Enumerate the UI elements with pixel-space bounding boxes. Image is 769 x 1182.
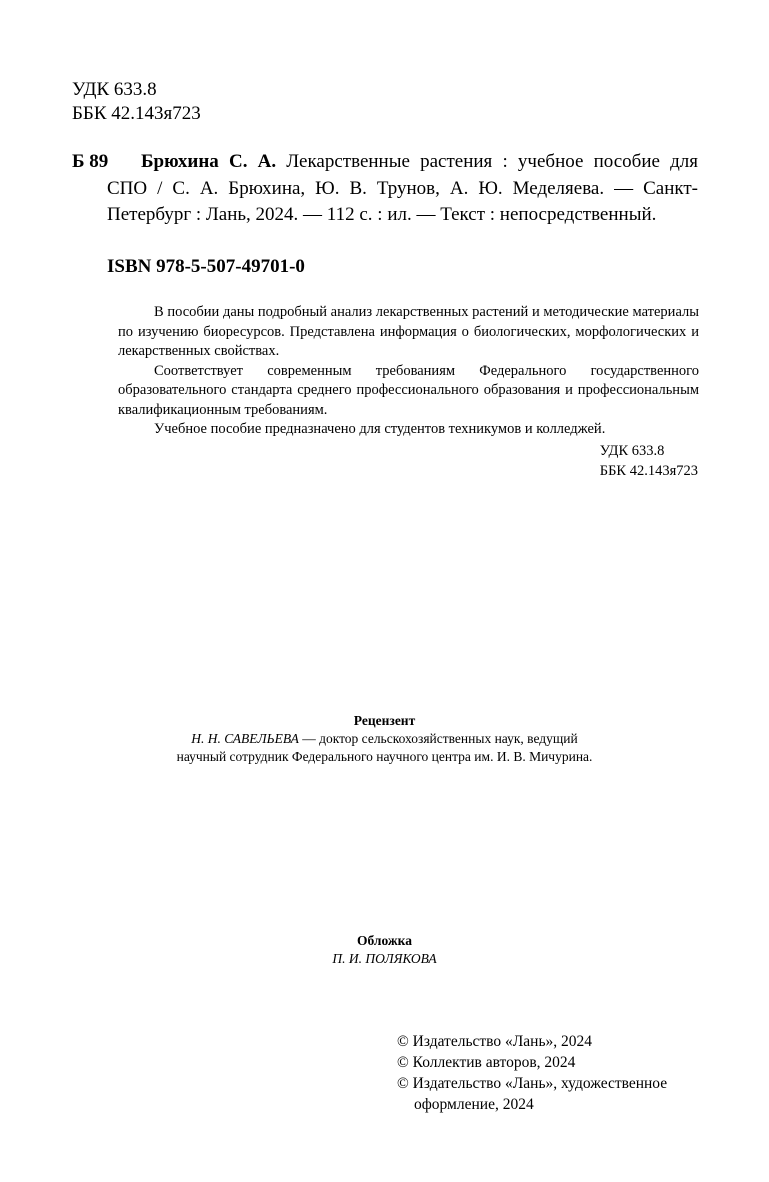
copyright-line: © Издательство «Лань», 2024 (397, 1033, 593, 1050)
reviewer-heading: Рецензент (353, 713, 416, 728)
reviewer-block (0, 712, 769, 766)
author-name: Брюхина С. А. (141, 151, 277, 172)
copyright-line: © Коллектив авторов, 2024 (397, 1054, 576, 1071)
cover-designer: П. И. ПОЛЯКОВА (332, 951, 437, 966)
isbn: ISBN 978-5-507-49701-0 (107, 256, 305, 277)
bbk-code: ББК 42.143я723 (599, 462, 698, 479)
classification-header (72, 78, 201, 126)
author-mark: Б 89 (72, 151, 109, 172)
copyright-block (397, 1031, 707, 1115)
copyright-line: © Издательство «Лань», художественное (397, 1075, 668, 1092)
reviewer-title: — доктор сельскохозяйственных наук, ведущий (298, 731, 578, 746)
annotation-paragraph: Учебное пособие предназначено для студентов техникумов и колледжей. (154, 421, 606, 437)
cover-heading: Обложка (356, 933, 412, 948)
udk-code: УДК 633.8 (72, 79, 157, 100)
copyright-line: оформление, 2024 (414, 1096, 534, 1113)
annotation-paragraph: В пособии даны подробный анализ лекарственных растений и методические материалы по изучению биоресурсов. Представлена информация о биологических, морфологических и лекарственных свойствах. (118, 304, 699, 359)
annotation-paragraph: Соответствует современным требованиям Федерального государственного образовательного стандарта среднего профессионального образования и профессиональным квалификационным требованиям. (118, 362, 699, 418)
bibliographic-description: Лекарственные растения : учебное пособие для СПО / С. А. Брюхина, Ю. В. Трунов, А. Ю. Меделяева. — Санкт-Петербург : Лань, 2024. — 112 с. : ил. — Текст : непосредственный. (107, 151, 699, 225)
bibliographic-record (107, 149, 698, 229)
udk-code: УДК 633.8 (599, 443, 665, 459)
annotation (118, 303, 699, 440)
reviewer-affiliation: научный сотрудник Федерального научного центра им. И. В. Мичурина. (176, 749, 593, 764)
annotation-classification (600, 442, 698, 481)
reviewer-line (0, 730, 769, 748)
bbk-code: ББК 42.143я723 (72, 103, 201, 124)
cover-block (0, 932, 769, 968)
reviewer-name: Н. Н. САВЕЛЬЕВА (191, 731, 299, 746)
